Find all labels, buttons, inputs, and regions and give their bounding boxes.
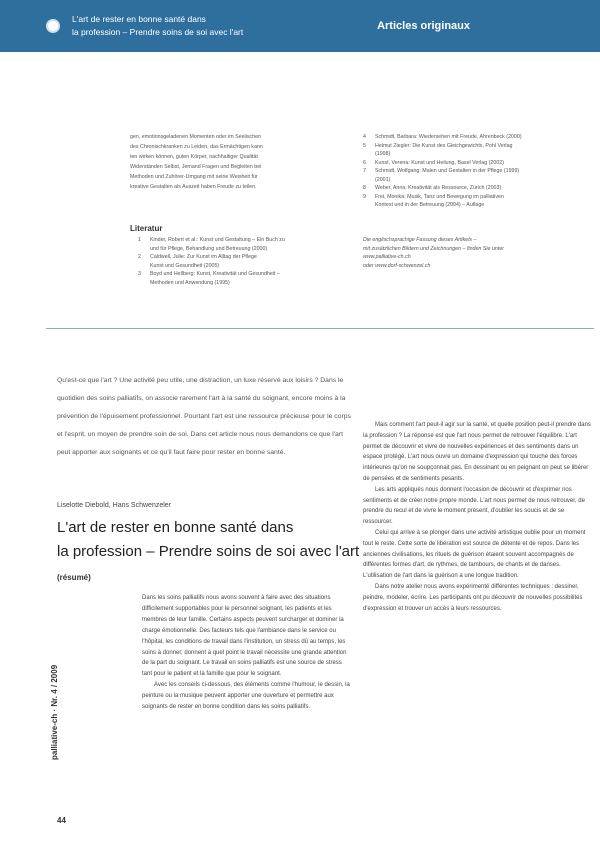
paragraph: Celui qui arrive à se plonger dans une activité artistique oublie pour un moment tout le reste. Cette sorte de libération est source de détente et de repos. Dans les anciennes civilisations, les rituels de guérison étaient souvent accompagnés de différentes formes d'art, de rythmes, de tambours, de chants et de danses. L'utilisation de l'art dans la guérison a une longue tradition. [363,529,586,580]
reference-item: Methoden und Anwendung (1995) [150,279,230,286]
text-line: ten wirken können, guten Körper, nachhaltiger Qualität [130,153,258,160]
article-column-right [363,420,591,614]
reference-item: 3 Boyd und Hellberg: Kunst, Kreativität und Gesundheit – [138,271,280,277]
reference-item: Kontext und in der Betreuung (2004) – Auflage [375,202,485,208]
text-line: gen, emotionsgeladenen Momenten oder im Seelischen [130,134,262,140]
paragraph: Mais comment l'art peut-il agir sur la santé, et quelle position peut-il prendre dans la profession ? La réponse est que l'art nous permet de retrouver l'équilibre. L'art permet de découvrir et vivre de nouvelles expériences et des sentiments dans un espace protégé. L'art nous ouvre un domaine d'expression qui touche des forces intérieures qu'on ne soupçonnait pas. En dessinant ou en peignant on peut se libérer de pensées et de sentiments pesants. [363,422,591,482]
reference-item: 8 Weber, Anna: Kreativität als Ressource, Zürich (2003) [363,185,502,191]
article-column-left [142,593,352,713]
reference-item: 9 Frei, Monika: Musik, Tanz und Bewegung im palliativen [363,193,504,200]
note-link[interactable]: oder www.dorf-schwenzel.ch [363,262,431,269]
bullet-icon [46,19,60,33]
paragraph: Dans notre atelier nous avons expérimenté différentes techniques : dessiner, peindre, modeler, écrire. Les participants ont pu découvrir de nouvelles possibilités d'expression et trouver un accès à leurs ressources. [363,583,583,612]
header-title-line2: la profession – Prendre soins de soi avec l'art [72,27,244,37]
paragraph: Les arts appliqués nous donnent l'occasion de découvrir et d'exprimer nos sentiments et de créer notre propre monde. L'art nous permet de nous retrouver, de prendre du recul et de vivre le moment présent, d'oublier les soucis et de se ressourcer. [363,486,585,526]
note-link[interactable]: www.palliative-ch.ch [363,254,411,260]
reference-item: 6 Kunst, Verena: Kunst und Heilung, Basel Verlag (2002) [363,159,504,166]
section-label: Articles originaux [377,20,470,32]
reference-item: 7 Schmidt, Wolfgang: Malen und Gestalten in der Pflege (1999) [363,168,520,174]
article-title-line1: L'art de rester en bonne santé dans [57,519,294,536]
text-line: kreative Gestalten als Auszeit haben Freude zu teilen. [130,183,257,190]
section-divider [46,328,594,329]
reference-item: 4 Schmidt, Barbara: Wiedersehen mit Freude, Ahrenbeck (2000) [363,134,522,140]
text-line: Widerständen Selbst, Jemand Fragen und Begleiten bei [130,163,262,170]
reference-item: Kunst und Gesundheit (2005) [150,262,220,269]
page-number: 44 [57,816,66,825]
reference-item: (1998) [375,151,391,157]
article-authors: Liselotte Diebold, Hans Schwenzeler [57,502,172,509]
paragraph: Avec les conseils ci-dessous, des éléments comme l'humour, le dessin, la peinture ou la musique peuvent apporter une ouverture et permettre aux soignants de rester en bonne condition dans les soins palliatifs. [142,682,350,711]
journal-issue-label: palliative-ch · Nr. 4 / 2009 [50,664,59,760]
paragraph: Dans les soins palliatifs nous avons souvent à faire avec des situations difficilement supportables pour le personnel soignant, les patients et les membres de leur famille. Certains aspects peuvent surcharger et dominer la charge émotionnelle. Des facteurs tels que l'ambiance dans le service ou l'hôpital, les conditions de travail dans l'institution, un stress dû au temps, les soins à donner, donnent à quel point le travail nécessite une grande attention de la part du soignant. Le travail en soins palliatifs est une source de stress tant pour le patient et la famille que pour le soignant. [142,595,347,678]
reference-item: 1 Kinder, Robert et al.: Kunst und Gestaltung – Ein Buch zu [138,237,285,243]
header-title-line1: L'art de rester en bonne santé dans [72,14,206,24]
note-line: Die englischsprachige Fassung dieses Artikels – [363,237,477,243]
header-bar [0,0,600,52]
literatur-heading: Literatur [130,224,163,233]
text-line: des Chronischkranken zu Leiden, das Ermächtigen kann [130,143,263,150]
reference-item: 2 Caldwell, Julie: Zur Kunst im Alltag der Pflege [138,254,257,260]
reference-item: 5 Helmut Ziegler: Die Kunst des Gleichgewichts, Pohl Verlag [363,142,513,149]
note-line: mit zusätzlichen Bildern und Zeichnungen – finden Sie unter [363,245,505,252]
resume-label: (résumé) [57,573,91,582]
article-lede: Qu'est-ce que l'art ? Une activité peu utile, une distraction, un luxe réservé aux loisirs ? Dans le quotidien des soins palliatifs, on associe rarement l'art à la santé du soignant, encore moins à la prévention de l'épuisement professionnel. Pourtant l'art est une ressource précieuse pour le corps et l'esprit, un moyen de prendre soin de soi. Dans cet article nous nous demandons ce que l'art peut apporter aux soignants et ce qu'il faut faire pour rester en bonne santé. [57,377,351,456]
text-line: Methoden und Zuhörer-Umgang mit seine Weisheit für [130,173,258,180]
article-title [57,516,359,564]
german-paragraph [130,133,355,192]
reference-list-right [363,133,588,210]
reference-item: (2001) [375,176,391,183]
article-title-line2: la profession – Prendre soins de soi avec l'art [57,543,360,560]
english-version-note [363,236,588,270]
literatur-list [138,236,358,287]
reference-item: und für Pflege, Behandlung und Betreuung (2000) [150,245,268,252]
